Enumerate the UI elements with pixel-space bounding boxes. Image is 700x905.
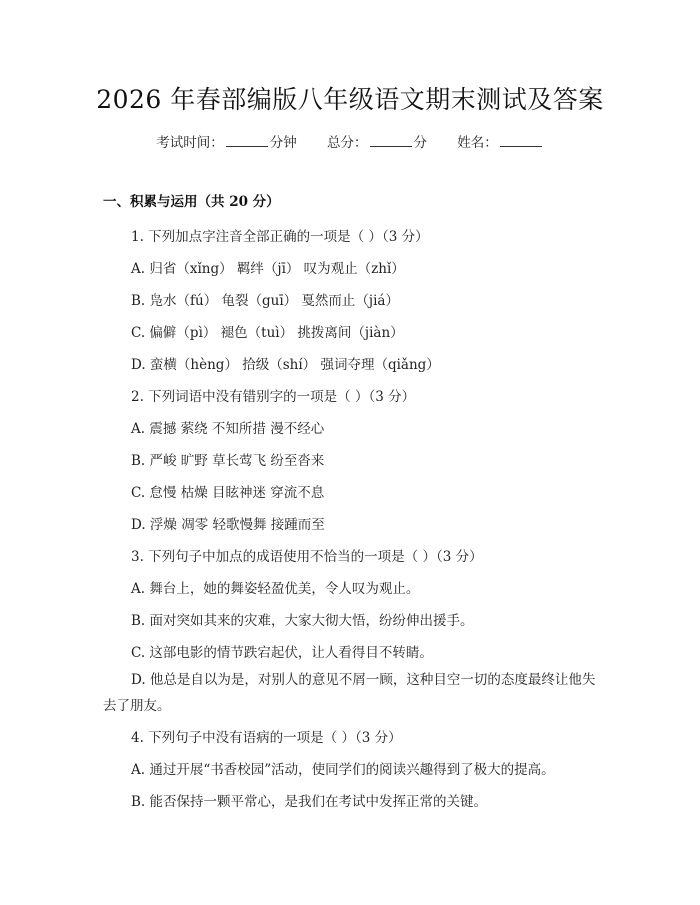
- question-3-option-d: D. 他总是自以为是，对别人的意见不屑一顾，这种目空一切的态度最终让他失去了朋友。: [103, 672, 596, 714]
- question-4-option-a: A. 通过开展“书香校园”活动，使同学们的阅读兴趣得到了极大的提高。: [131, 762, 555, 778]
- time-unit: 分钟: [269, 135, 297, 151]
- question-3-option-b: B. 面对突如其来的灾难，大家大彻大悟，纷纷伸出援手。: [131, 613, 474, 629]
- question-1-option-b: B. 凫水（fú） 龟裂（guī） 戛然而止（jiá）: [131, 293, 399, 309]
- question-4-option-b: B. 能否保持一颗平常心，是我们在考试中发挥正常的关键。: [131, 794, 488, 810]
- page-title: 2026 年春部编版八年级语文期末测试及答案: [96, 85, 604, 114]
- question-2-option-a: A. 震撼 萦绕 不知所措 漫不经心: [131, 421, 325, 437]
- score-blank: [370, 134, 412, 147]
- question-1-option-c: C. 偏僻（pì） 褪色（tuì） 挑拨离间（jiàn）: [131, 325, 404, 341]
- section-heading: 一、积累与运用（共 20 分）: [103, 194, 280, 210]
- name-blank: [500, 134, 542, 147]
- exam-info-row: [0, 131, 700, 151]
- question-2-stem: 2. 下列词语中没有错别字的一项是（ ）（3 分）: [131, 389, 416, 405]
- name-label: 姓名：: [457, 135, 498, 151]
- time-field: [156, 131, 297, 151]
- question-2-option-c: C. 怠慢 枯燥 目眩神迷 穿流不息: [131, 485, 325, 501]
- name-field: [457, 131, 544, 151]
- score-field: [327, 131, 427, 151]
- score-unit: 分: [413, 135, 427, 151]
- question-3-option-c: C. 这部电影的情节跌宕起伏，让人看得目不转睛。: [131, 645, 433, 661]
- question-1-option-d: D. 蛮横（hèng） 拾级（shí） 强词夺理（qiǎng）: [131, 357, 440, 373]
- time-label: 考试时间：: [156, 135, 224, 151]
- question-4-stem: 4. 下列句子中没有语病的一项是（ ）（3 分）: [131, 730, 402, 746]
- score-label: 总分：: [327, 135, 368, 151]
- question-2-option-d: D. 浮燥 凋零 轻歌慢舞 接踵而至: [131, 517, 325, 533]
- question-3-option-a: A. 舞台上，她的舞姿轻盈优美，令人叹为观止。: [131, 581, 420, 597]
- question-2-option-b: B. 严峻 旷野 草长莺飞 纷至沓来: [131, 453, 325, 469]
- question-1-stem: 1. 下列加点字注音全部正确的一项是（ ）（3 分）: [131, 229, 429, 245]
- time-blank: [226, 134, 268, 147]
- question-1-option-a: A. 归省（xǐng） 羁绊（jī） 叹为观止（zhǐ）: [131, 261, 405, 277]
- question-3-stem: 3. 下列句子中加点的成语使用不恰当的一项是（ ）（3 分）: [131, 549, 483, 565]
